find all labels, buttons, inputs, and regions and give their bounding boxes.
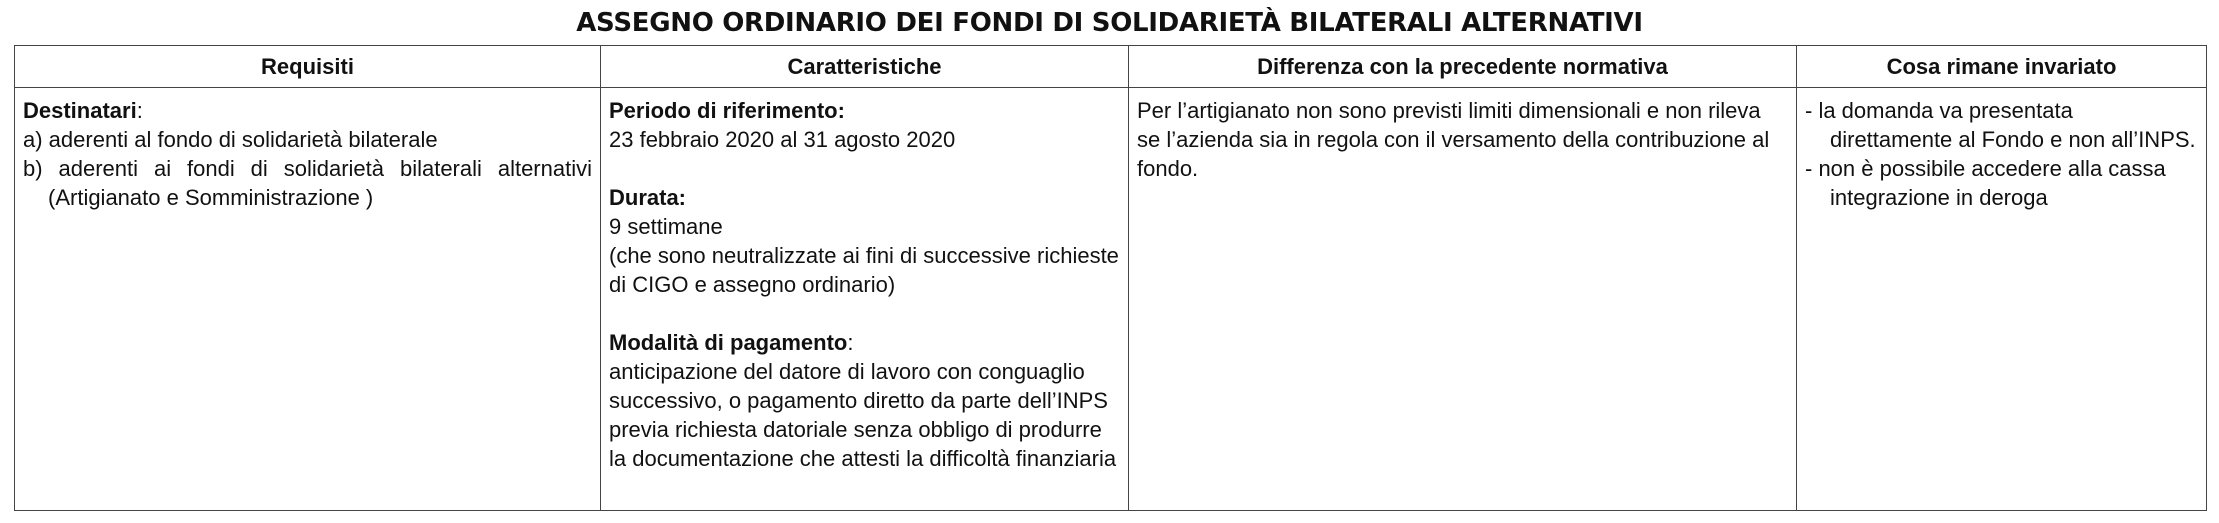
header-differenza: Differenza con la precedente normativa: [1129, 46, 1797, 88]
destinatari-label: Destinatari: [23, 98, 137, 123]
modalita-heading: [609, 328, 1120, 357]
document-title: ASSEGNO ORDINARIO DEI FONDI DI SOLIDARIETÀ BILATERALI ALTERNATIVI: [576, 8, 1643, 38]
summary-table: [14, 45, 2207, 511]
destinatari-heading: [23, 96, 592, 125]
durata-label: Durata:: [609, 185, 687, 210]
cell-caratteristiche: [601, 88, 1129, 511]
destinatari-item-a: a) aderenti al fondo di solidarietà bilaterale: [23, 127, 438, 152]
modalita-value: anticipazione del datore di lavoro con conguaglio successivo, o pagamento diretto da parte dell’INPS previa richiesta datoriale senza obbligo di produrre la documentazione che attesti la difficoltà finanziaria: [609, 359, 1117, 471]
differenza-text: Per l’artigianato non sono previsti limiti dimensionali e non rileva se l’azienda sia in regola con il versamento della contribuzione al fondo.: [1137, 98, 1770, 181]
periodo-value: 23 febbraio 2020 al 31 agosto 2020: [609, 127, 956, 152]
header-caratteristiche: Caratteristiche: [601, 46, 1129, 88]
table-header-row: [15, 46, 2207, 88]
header-invariato: Cosa rimane invariato: [1797, 46, 2207, 88]
destinatari-label-suffix: :: [136, 98, 143, 123]
destinatari-item-b: b) aderenti ai fondi di solidarietà bilaterali alternativi (Artigianato e Somministrazione ): [23, 156, 592, 210]
cell-invariato: [1797, 88, 2207, 511]
periodo-label: Periodo di riferimento:: [609, 98, 845, 123]
modalita-label: Modalità di pagamento: [609, 330, 848, 355]
durata-note: (che sono neutralizzate ai fini di successive richieste di CIGO e assegno ordinario): [609, 243, 1119, 297]
cell-differenza: [1129, 88, 1797, 511]
header-requisiti: Requisiti: [15, 46, 601, 88]
spacer: [609, 154, 1120, 183]
invariato-item-1: - la domanda va presentata direttamente al Fondo e non all’INPS.: [1805, 98, 2196, 152]
invariato-item-2: - non è possibile accedere alla cassa integrazione in deroga: [1805, 156, 2166, 210]
cell-requisiti: [15, 88, 601, 511]
table-row: [15, 88, 2207, 511]
modalita-label-suffix: :: [847, 330, 854, 355]
spacer: [609, 299, 1120, 328]
durata-value: 9 settimane: [609, 214, 723, 239]
